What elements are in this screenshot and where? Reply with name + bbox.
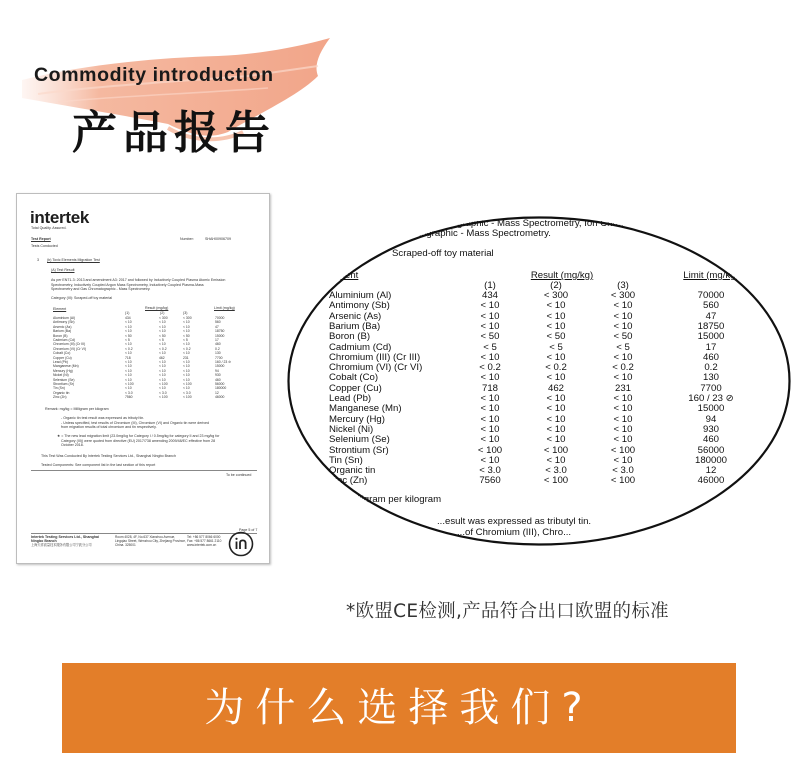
tested-components: Tested Components: See component list in the last section of this report [41,463,156,467]
col-num: (2) [160,311,165,315]
lens-cell-r2: < 100 [543,444,569,456]
table-cell-element: Zinc (Zn) [53,395,67,400]
table-cell-limit: 15000 [215,364,225,369]
footer-tel: Tel: +86 577 8066 6000 [187,535,221,539]
section-title: (b) Toxic Elements Migration Test [47,258,100,262]
footer-divider [31,533,257,534]
lens-cell-r2: < 10 [546,300,566,312]
section-number: 3 [37,258,39,262]
lens-note: ...esult was expressed as tributyl tin. [437,516,592,527]
table-cell-r1: < 10 [125,320,132,325]
lens-cell-r3: < 10 [613,413,633,425]
lens-cell-element: Strontium (Sr) [329,444,389,456]
table-cell-element: Tin (Sn) [53,386,65,391]
to-be-continued: To be continued [226,473,252,477]
lens-cell-r1: < 10 [480,372,500,384]
table-cell-r3: < 10 [183,320,190,325]
table-cell-r3: < 10 [183,329,190,334]
lens-cell-r3: < 100 [610,475,636,487]
table-cell-r1: < 10 [125,351,132,356]
table-cell-r1: < 3.0 [125,390,133,395]
lens-cell-r2: < 100 [543,475,569,487]
report-number: SHAH00906709 [205,237,231,241]
table-cell-r3: < 0.2 [183,346,191,351]
lens-cell-r3: < 10 [613,300,633,312]
table-cell-limit: 460 [215,377,221,382]
tests-conducted: Tests Conducted [31,244,58,248]
table-cell-r2: < 10 [159,377,166,382]
lens-col-num: (1) [484,280,496,291]
table-cell-r2: < 10 [159,324,166,329]
lens-cell-element: Manganese (Mn) [329,403,402,415]
lens-cell-element: Nickel (Ni) [329,423,374,435]
lens-cell-element: Copper (Cu) [329,382,382,394]
divider [31,470,257,471]
table-cell-r2: < 10 [159,360,166,364]
table-cell-element: Antimony (Sb) [53,320,75,325]
lens-cell-r3: < 3.0 [612,465,634,477]
lens-cell-r1: < 3.0 [479,465,501,477]
lens-cell-r2: < 50 [546,331,566,343]
lens-cell-r1: < 100 [477,444,503,456]
lens-col-element: ...ment [329,270,359,281]
lens-cell-r1: < 10 [480,403,500,415]
lens-cell-limit: 460 [702,434,720,446]
lens-cell-r3: < 0.2 [612,362,634,374]
lens-method-line: graphic - Mass Spectrometry, Ion Chro... [457,218,630,229]
lens-cell-r2: < 10 [546,310,566,322]
footer-branch: Ningbo Branch [31,539,57,543]
lens-cell-element: Lead (Pb) [329,393,372,404]
lens-cell-r3: < 10 [613,320,633,332]
lens-cell-element: Barium (Ba) [329,320,381,332]
table-cell-r1: < 10 [125,329,132,334]
table-cell-r3: < 10 [183,368,190,373]
lens-cell-limit: 56000 [697,444,725,456]
table-cell-element: Lead (Pb) [53,360,68,364]
table-cell-r1: < 100 [125,382,134,386]
lens-cell-limit: 17 [705,341,717,353]
intertek-logo: intertek [30,208,90,227]
table-cell-limit: 56000 [215,382,225,386]
method-line: As per EN71-3: 2013 and amendment A3: 2017 and followed by Inductively Coupled Plasma Atomic Emission [51,278,226,282]
remark-line: Remark: mg/kg = Milligram per kilogram [45,407,109,411]
table-cell-limit: 560 [215,320,221,325]
lens-cell-r1: 434 [481,290,499,301]
table-cell-r3: < 5 [183,338,188,342]
lens-cell-r1: < 10 [480,423,500,435]
table-cell-element: Boron (B) [53,333,68,338]
footer-web: www.intertek.com.cn [187,543,217,547]
lens-cell-r1: < 10 [480,413,500,425]
note-line: Category (III)) were quoted from directive (EU) 2017/738 amending 2009/48/EC effective from 28 [61,438,216,443]
number-label: Number: [180,237,194,241]
table-cell-limit: 12 [215,390,219,395]
lens-cell-element: Antimony (Sb) [329,300,390,312]
lens-cell-r3: < 10 [613,351,633,363]
table-cell-r1: < 10 [125,342,132,347]
table-cell-r1: 434 [125,316,131,320]
lens-cell-element: Arsenic (As) [329,310,382,322]
table-cell-r2: < 5 [159,338,164,342]
table-cell-r3: < 50 [183,333,190,338]
table-cell-r2: < 10 [159,386,166,391]
test-report-page [16,193,270,564]
col-element: Element [53,307,67,311]
table-cell-element: Copper (Cu) [53,355,72,360]
lens-category: Scraped-off toy material [392,248,494,259]
lens-cell-limit: 0.2 [704,362,718,374]
lens-cell-r2: < 10 [546,454,566,466]
col-result: Result (mg/kg) [145,306,169,310]
lens-col-result: Result (mg/kg) [530,270,594,281]
lens-cell-element: Organic tin [329,465,376,477]
lens-cell-r2: < 10 [546,434,566,446]
table-cell-element: Arsenic (As) [53,324,72,329]
lens-cell-limit: 46000 [697,475,725,487]
lens-cell-r2: < 10 [546,413,566,425]
header-title-cn: 产品报告 [72,106,277,159]
lens-cell-r3: 231 [614,382,632,394]
lens-cell-r3: < 10 [613,434,633,446]
header-title-en: Commodity introduction [34,64,274,86]
lens-cell-r1: < 10 [480,351,500,363]
lens-cell-element: Selenium (Se) [329,434,390,446]
lens-cell-limit: 15000 [697,331,725,343]
table-cell-r2: < 3.0 [159,390,167,395]
lens-cell-limit: 560 [702,300,720,312]
table-cell-r1: < 10 [125,364,132,369]
table-row [53,395,253,399]
footer-company: Intertek Testing Services Ltd., Shanghai [31,535,100,539]
table-cell-r3: < 100 [183,395,192,400]
note-line: from migration results of total chromium and tin respectively. [61,425,157,429]
lens-cell-element: Tin (Sn) [329,454,363,466]
table-cell-element: Chromium (III) (Cr III) [53,342,86,347]
footer-address: China. 325001 [115,543,136,547]
table-cell-r3: < 10 [183,342,190,347]
note-line: ★ = The new lead migration limit (23.0mg/kg for Category I / 0.5mg/kg for category II and 23 mg/kg for [57,434,220,438]
lens-cell-r3: < 100 [610,444,636,456]
table-cell-r1: < 10 [125,377,132,382]
table-cell-limit: 0.2 [215,346,220,351]
why-choose-us-banner [62,663,736,753]
table-cell-r2: < 100 [159,382,168,386]
lens-cell-r1: < 0.2 [479,362,501,374]
table-cell-r3: < 10 [183,377,190,382]
table-cell-r2: < 10 [159,320,166,325]
lens-cell-r3: < 10 [613,454,633,466]
table-cell-limit: 460 [215,342,221,347]
lens-cell-limit: 70000 [697,290,725,301]
banner-text: 为什么选择我们? [204,685,594,731]
table-cell-element: Strontium (Sr) [53,382,75,386]
footer-company-cn: 上海天祥质量技术服务有限公司宁波分公司 [31,543,92,547]
lens-cell-element: Zinc (Zn) [329,475,368,487]
lens-cell-r2: < 10 [546,372,566,384]
note-line: October 2018. [61,443,84,447]
lens-cell-r2: < 10 [546,320,566,332]
table-cell-r3: < 3.0 [183,390,191,395]
lens-col-limit: Limit (mg/kg) [683,270,739,281]
lens-cell-r1: < 50 [480,331,500,343]
footer-address: Lingqiao Street, Wenzhou City, Zhejiang Province, [115,539,186,543]
table-cell-r3: < 300 [183,316,192,320]
lens-cell-limit: 7700 [700,382,722,394]
lens-cell-r2: < 5 [549,341,563,353]
table-cell-r2: < 10 [159,329,166,334]
table-cell-r3: < 10 [183,324,190,329]
lens-cell-element: Mercury (Hg) [329,413,385,425]
table-cell-r1: < 10 [125,360,132,364]
footer-fax: Fax: +86 577 8661 2110 [187,539,222,543]
table-cell-limit: 94 [215,368,219,373]
logo-tagline: Total Quality. Assured. [31,226,67,230]
lens-cell-element: Cadmium (Cd) [329,341,392,353]
table-cell-r2: < 0.2 [159,346,167,351]
table-cell-element: Cadmium (Cd) [53,338,76,342]
table-cell-r3: < 10 [183,360,190,364]
lens-cell-limit: 94 [705,413,717,425]
lens-cell-r2: < 10 [546,351,566,363]
lens-cell-limit: 160 / 23 ⊘ [688,393,734,404]
table-cell-element: Manganese (Mn) [53,364,79,369]
table-cell-r2: < 300 [159,316,168,320]
table-cell-element: Barium (Ba) [53,329,72,334]
table-cell-limit: 70000 [215,316,225,320]
lens-cell-r1: 718 [481,382,499,394]
lens-cell-element: Boron (B) [329,331,371,343]
table-cell-r2: 462 [159,355,165,360]
table-cell-limit: 7700 [215,355,223,360]
table-cell-element: Mercury (Hg) [53,368,73,373]
lens-cell-r3: < 300 [610,290,636,301]
table-cell-r1: 7560 [125,395,133,400]
col-num: (3) [183,311,188,315]
table-cell-r3: < 10 [183,386,190,391]
report-label: Test Report [31,237,51,241]
lens-cell-r3: < 10 [613,393,633,404]
note-line: - Unless specified, test results of Chromium (III), Chromium (VI) and Organic tin were derived [61,420,209,425]
intertek-seal-icon [226,529,256,559]
table-cell-limit: 46000 [215,395,225,400]
lens-cell-r3: < 5 [616,341,630,353]
table-cell-r3: < 10 [183,373,190,378]
method-line: Spectrometry, Inductively Coupled Argon Mass Spectrometry, Inductively Coupled Plasma-Mass [51,282,204,287]
lens-method-line: ...atographic - Mass Spectrometry. [405,228,551,239]
page-number: Page 5 of 7 [239,528,258,532]
lens-cell-r2: < 10 [546,423,566,435]
table-cell-r1: < 5 [125,338,130,342]
table-cell-r1: < 10 [125,373,132,378]
lens-cell-r1: < 10 [480,434,500,446]
lens-cell-r2: 462 [547,382,565,394]
lens-cell-limit: 460 [702,351,720,363]
table-cell-r1: 718 [125,355,131,360]
lens-cell-r2: < 10 [546,393,566,404]
lens-cell-r3: < 50 [613,331,633,343]
footer-address: Room 4028, 4F, No.637 Xianzhou Avenue, [115,535,176,539]
table-cell-limit: 18750 [215,329,225,334]
table-cell-r2: < 10 [159,368,166,373]
table-cell-r1: < 0.2 [125,346,133,351]
table-cell-r2: < 10 [159,373,166,378]
table-cell-limit: 47 [215,324,219,329]
magnified-result-table [287,216,791,546]
table-cell-r3: 231 [183,355,189,360]
table-cell-limit: 160 / 23 ⊘ [215,360,232,364]
col-num: (1) [125,311,130,315]
table-cell-limit: 130 [215,351,221,356]
table-cell-element: Nickel (Ni) [53,373,69,378]
table-cell-limit: 180000 [215,386,227,391]
lens-note: ...of Chromium (III), Chro... [457,527,572,538]
lens-cell-r1: < 10 [480,320,500,332]
lens-cell-limit: 18750 [697,320,725,332]
lens-cell-r1: 7560 [479,475,501,487]
lens-cell-r1: < 10 [480,454,500,466]
table-cell-r3: < 10 [183,364,190,369]
table-cell-r2: < 50 [159,333,166,338]
lens-col-num: (3) [617,280,629,291]
table-cell-limit: 15000 [215,333,225,338]
table-cell-element: Aluminium (Al) [53,316,76,320]
lens-cell-r2: < 3.0 [545,465,567,477]
lens-cell-r3: < 10 [613,423,633,435]
caption: *欧盟CE检测,产品符合出口欧盟的标准 [346,601,669,622]
lens-cell-limit: 12 [705,465,717,477]
lens-cell-element: Chromium (III) (Cr III) [329,351,421,363]
table-cell-r2: < 100 [159,395,168,400]
lens-cell-r2: < 10 [546,403,566,415]
table-cell-element: Organic tin [53,390,70,395]
lens-cell-element: Cobalt (Co) [329,372,379,384]
lens-border [287,216,791,546]
lens-col-num: (2) [550,280,562,291]
table-cell-r2: < 10 [159,364,166,369]
table-cell-r2: < 10 [159,342,166,347]
category-line: Category (III): Scraped-off toy material [51,296,113,300]
lens-cell-r2: < 0.2 [545,362,567,374]
lens-cell-element: Aluminium (Al) [329,290,392,301]
table-cell-r3: < 10 [183,351,190,356]
table-cell-element: Chromium (VI) (Cr VI) [53,346,86,351]
lens-cell-r1: < 10 [480,310,500,322]
lens-cell-r2: < 300 [543,290,569,301]
lens-cell-r3: < 10 [613,372,633,384]
col-limit: Limit (mg/kg) [214,306,235,310]
table-cell-r2: < 10 [159,351,166,356]
note-line: - Organic tin test result was expressed as tributyl tin. [61,416,145,420]
table-cell-r3: < 100 [183,382,192,386]
lens-remark: = Milligram per kilogram [339,494,442,505]
lens-cell-r1: < 10 [480,393,500,404]
table-cell-limit: 930 [215,373,221,378]
lens-cell-limit: 15000 [697,403,725,415]
table-cell-r1: < 10 [125,386,132,391]
lens-cell-r3: < 10 [613,403,633,415]
conducted-by: This Test Was Conducted By Intertek Testing Services Ltd., Shanghai Ningbo Branch [41,454,176,458]
table-cell-r1: < 50 [125,333,132,338]
table-cell-r1: < 10 [125,324,132,329]
lens-cell-r1: < 10 [480,300,500,312]
table-cell-r1: < 10 [125,368,132,373]
test-result-label: (A) Test Result [51,268,75,272]
table-cell-limit: 17 [215,338,219,342]
lens-cell-limit: 180000 [694,454,728,466]
table-cell-element: Selenium (Se) [53,377,75,382]
lens-cell-limit: 930 [702,423,720,435]
lens-cell-limit: 47 [705,310,717,322]
lens-cell-r1: < 5 [483,341,497,353]
method-line: Spectrometry and Gas Chromatographic - Mass Spectrometry. [51,287,151,291]
table-cell-element: Cobalt (Co) [53,351,71,356]
lens-cell-element: Chromium (VI) (Cr VI) [329,362,423,374]
lens-cell-r3: < 10 [613,310,633,322]
lens-cell-limit: 130 [702,372,720,384]
